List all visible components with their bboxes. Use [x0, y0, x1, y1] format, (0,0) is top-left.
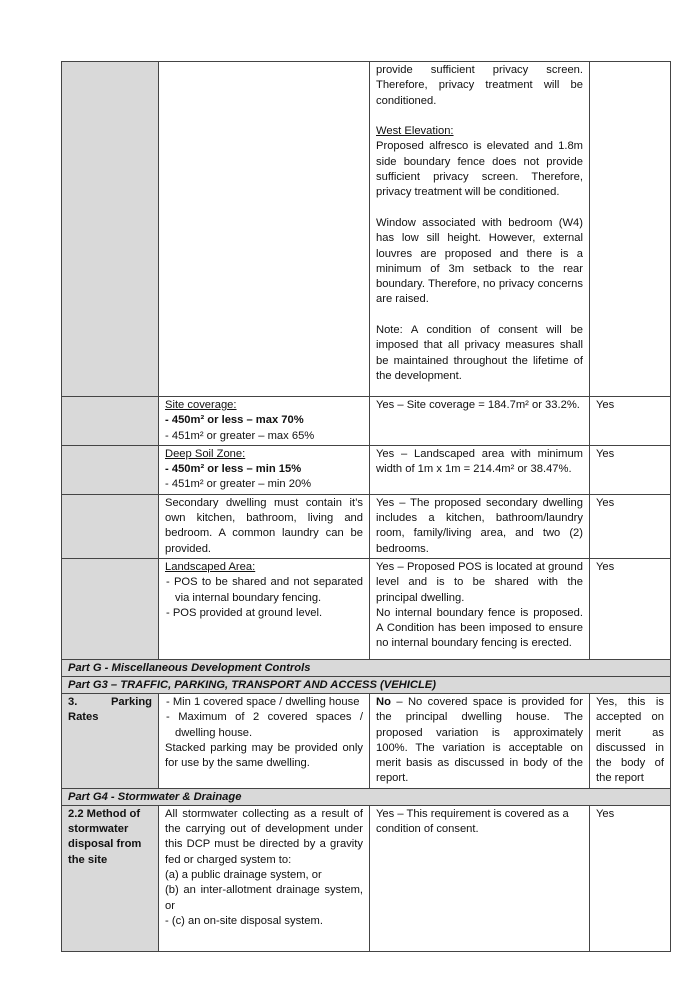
- table-row: Deep Soil Zone: - 450m² or less – min 15% - 451m² or greater – min 20% Yes – Landscaped area with minimum width of 1m x 1m = 214.4m² or 38.47%. Yes: [62, 445, 671, 494]
- section-header-row: [62, 676, 671, 693]
- landscaped-req-2: POS provided at ground level.: [172, 606, 323, 619]
- secondary-dwelling-requirement: Secondary dwelling must contain it’s own kitchen, bathroom, living and bedroom. A common laundry can be provided.: [159, 494, 370, 558]
- parking-req-2: Maximum of 2 covered spaces / dwelling house.: [175, 711, 363, 739]
- stormwater-option-c: (c) an on-site disposal system.: [171, 914, 323, 927]
- landscaped-response-2: No internal boundary fence is proposed. A Condition has been imposed to ensure no internal boundary fencing is erected.: [376, 606, 583, 650]
- deep-soil-req-1: 450m² or less – min 15%: [171, 463, 302, 476]
- landscaped-req-1: POS to be shared and not separated via internal boundary fencing.: [173, 576, 363, 604]
- response-cell: [370, 62, 590, 397]
- landscaped-area-title: Landscaped Area:: [165, 560, 256, 573]
- parking-req-1: Min 1 covered space / dwelling house: [172, 695, 360, 708]
- deep-soil-req-2: 451m² or greater – min 20%: [171, 478, 312, 491]
- privacy-continuation: provide sufficient privacy screen. Therefore, privacy treatment will be conditioned.: [376, 64, 583, 107]
- site-coverage-complies: Yes: [590, 397, 671, 446]
- west-elevation-heading: West Elevation:: [376, 125, 454, 138]
- table-row: Landscaped Area: - POS to be shared and not separated via internal boundary fencing. - POS provided at ground level. Yes – Proposed POS is located at ground level and is to be shared with the principal dwelling. No internal boundary fence is proposed. A Condition has been imposed to ensure no internal boundary fencing is erected. Yes: [62, 558, 671, 659]
- deep-soil-complies: Yes: [590, 445, 671, 494]
- parking-response: – No covered space is provided for the principal dwelling house. The proposed variation is approximately 100%. The variation is acceptable on merit basis as discussed in body of the report.: [376, 695, 583, 785]
- parking-complies: Yes, this is accepted on merit as discussed in the body of the report: [590, 693, 671, 788]
- deep-soil-response: Yes – Landscaped area with minimum width of 1m x 1m = 214.4m² or 38.47%.: [370, 445, 590, 494]
- table-row: [62, 494, 671, 558]
- landscaped-response-1: Yes – Proposed POS is located at ground level and is to be shared with the principal dwelling.: [376, 560, 583, 604]
- table-row: 2.2 Method of stormwater disposal from the site All stormwater collecting as a result of the carrying out of development under this DCP must be directed by a gravity fed or charged system to: (a) a public drainage system, or (b) an inter-allotment drainage system, or - (c) an on-site disposal system. Yes – This requirement is covered as a condition of consent. Yes: [62, 805, 671, 951]
- landscaped-complies: Yes: [590, 558, 671, 659]
- stormwater-label: 2.2 Method of stormwater disposal from the site: [62, 805, 159, 951]
- part-g3-header: Part G3 – TRAFFIC, PARKING, TRANSPORT AND ACCESS (VEHICLE): [62, 676, 671, 693]
- secondary-dwelling-complies: Yes: [590, 494, 671, 558]
- stormwater-option-a: (a) a public drainage system, or: [165, 868, 322, 881]
- table-row: [62, 62, 671, 397]
- site-coverage-req-1: 450m² or less – max 70%: [171, 414, 304, 427]
- west-elevation-text: Proposed alfresco is elevated and 1.8m side boundary fence does not provide sufficient privacy screen. Therefore, privacy treatment will be conditioned.: [376, 140, 583, 199]
- table-row: Site coverage: - 450m² or less – max 70% - 451m² or greater – max 65% Yes – Site coverage = 184.7m² or 33.2%. Yes: [62, 397, 671, 446]
- deep-soil-title: Deep Soil Zone:: [165, 447, 246, 460]
- site-coverage-response: Yes – Site coverage = 184.7m² or 33.2%.: [370, 397, 590, 446]
- window-privacy-text: Window associated with bedroom (W4) has low sill height. However, external louvres are proposed and there is a minimum of 3m setback to the rear boundary. Therefore, no privacy concerns are raised.: [376, 216, 583, 306]
- parking-req-3: Stacked parking may be provided only for use by the same dwelling.: [165, 741, 363, 770]
- control-cell: [62, 62, 159, 397]
- secondary-dwelling-response: Yes – The proposed secondary dwelling includes a kitchen, bathroom/laundry room, family/living area, and two (2) bedrooms.: [370, 494, 590, 558]
- parking-response-status: No: [376, 695, 391, 708]
- site-coverage-req-2: 451m² or greater – max 65%: [171, 429, 315, 442]
- section-header-row: [62, 659, 671, 676]
- site-coverage-title: Site coverage:: [165, 399, 237, 411]
- privacy-note: Note: A condition of consent will be imposed that all privacy measures shall be maintained throughout the lifetime of the development.: [376, 324, 583, 382]
- part-g4-header: Part G4 - Stormwater & Drainage: [62, 788, 671, 805]
- parking-label: 3. Parking Rates: [62, 693, 159, 788]
- part-g-header: Part G - Miscellaneous Development Controls: [62, 659, 671, 676]
- stormwater-response: Yes – This requirement is covered as a condition of consent.: [370, 805, 590, 951]
- compliance-table: [61, 61, 671, 952]
- stormwater-option-b: (b) an inter-allotment drainage system, or: [165, 884, 363, 912]
- table-row: 3. Parking Rates - Min 1 covered space / dwelling house - Maximum of 2 covered spaces / dwelling house. Stacked parking may be provided only for use by the same dwelling. No – No covered space is provided for the principal dwelling house. The proposed variation is approximately 100%. The variation is acceptable on merit basis as discussed in body of the report. Yes, this is accepted on merit as discussed in the body of the report: [62, 693, 671, 788]
- stormwater-req-intro: All stormwater collecting as a result of the carrying out of development under this DCP must be directed by a gravity fed or charged system to:: [165, 807, 363, 866]
- requirement-cell: [159, 62, 370, 397]
- complies-cell: [590, 62, 671, 397]
- stormwater-complies: Yes: [590, 805, 671, 951]
- section-header-row: [62, 788, 671, 805]
